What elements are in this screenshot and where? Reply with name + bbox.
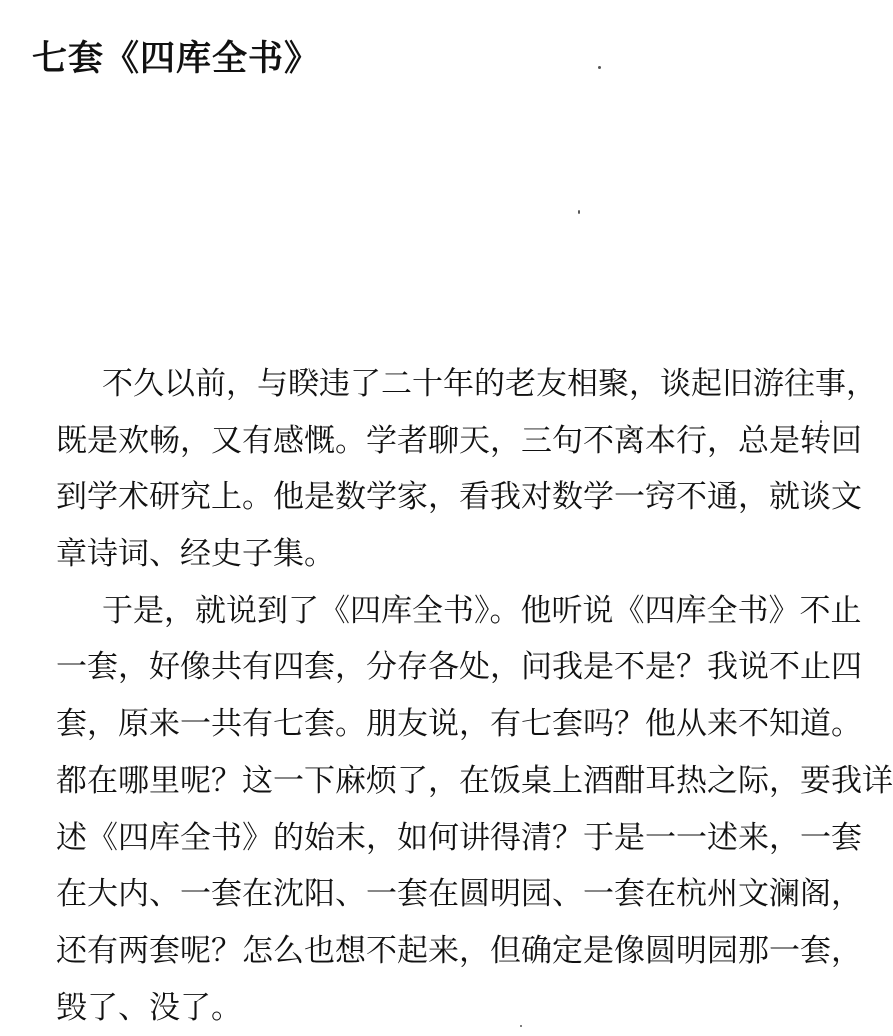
text-line: 在大内、一套在沈阳、一套在圆明园、一套在杭州文澜阁， (56, 876, 862, 913)
text-line: 于是，就说到了《四库全书》。他听说《四库全书》不止 (102, 592, 862, 629)
text-line: 还有两套呢？怎么也想不起来，但确定是像圆明园那一套， (56, 932, 862, 969)
text-line: 套，原来一共有七套。朋友说，有七套吗？他从来不知道。 (56, 706, 862, 743)
text-line: 毁了、没了。 (56, 989, 242, 1026)
article-body (56, 356, 893, 1036)
text-line: 既是欢畅，又有感慨。学者聊天，三句不离本行，总是转回 (56, 422, 862, 459)
text-line: 一套，好像共有四套，分存各处，问我是不是？我说不止四 (56, 649, 862, 686)
text-line: 都在哪里呢？这一下麻烦了，在饭桌上酒酣耳热之际，要我详 (56, 762, 893, 799)
paragraph-1 (56, 356, 877, 583)
text-line: 章诗词、经史子集。 (56, 536, 335, 573)
scan-speck (520, 1025, 522, 1027)
scan-speck (598, 66, 601, 69)
article-title: 七套《四库全书》 (32, 39, 321, 79)
text-line: 到学术研究上。他是数学家，看我对数学一窍不通，就谈文 (56, 479, 862, 516)
scan-speck (578, 210, 580, 214)
text-line: 不久以前，与睽违了二十年的老友相聚，谈起旧游往事， (102, 366, 877, 402)
scan-speck (820, 420, 822, 423)
paragraph-2 (56, 583, 893, 1036)
text-line: 述《四库全书》的始末，如何讲得清？于是一一述来，一套 (56, 819, 862, 856)
